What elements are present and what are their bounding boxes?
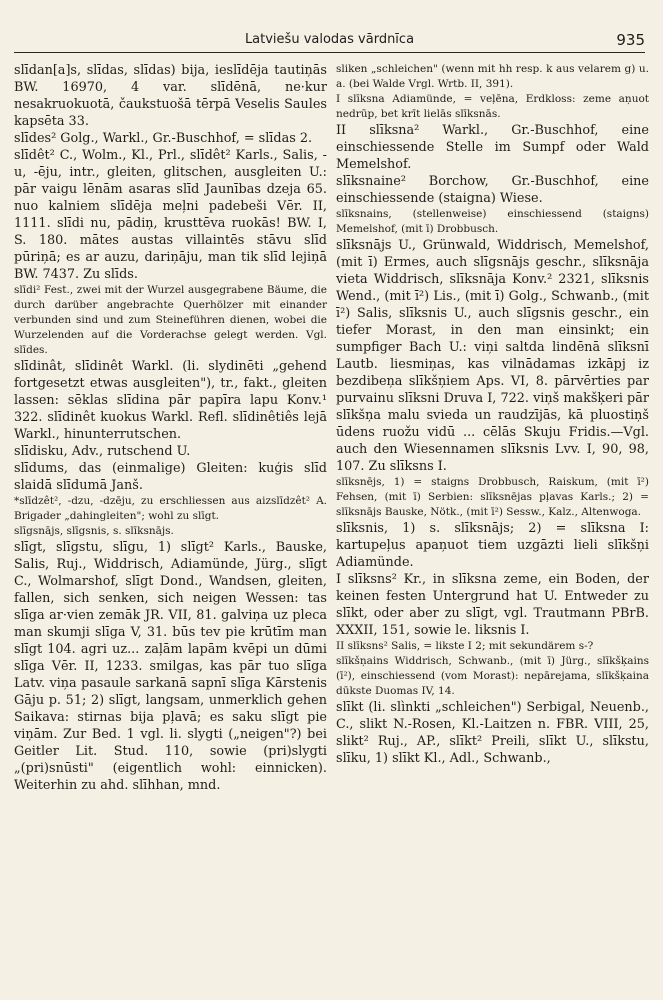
dictionary-entry: slīkt (li. slìnkti „schleichen") Serbigal, Neuenb., C., slikt N.-Rosen, Kl.-Laitzen n. FBR. VIII, 25, slikt² Ruj., AP., slīkt² Preili, slīkt U., slīkstu, slīku, 1) slīkt Kl., Adl., Schwanb., (336, 700, 649, 766)
dictionary-entry: II slīksna² Warkl., Gr.-Buschhof, eine einschiessende Stelle im Sumpf oder Wald Memelshof. (336, 123, 649, 172)
dictionary-entry: slīgt, slīgstu, slīgu, 1) slīgt² Karls., Bauske, Salis, Ruj., Widdrisch, Adiamünde, Jürg., slīgt C., Wolmarshof, slīgt Dond., Wandsen, gleiten, fallen, sich senken, sich neigen Wessen: tas slīga ar·vien zemāk JR. VII, 81. galviņa uz pleca man skumji slīga V, 31. būs tev pie krūtīm man slīgt 104. agri uz... zaļām lapām kvēpi un dūmi slīga Vēr. II, 1233. smilgas, kas pār tuo slīga Latv. viņa pasaule sarkanā sapnī slīga Kārstenis Gāju p. 51; 2) slīgt, langsam, unmerklich gehen Saikava: stirnas bija pļavā; es saku slīgt pie viņām. Zur Bed. 1 vgl. li. slygti („neigen"?) bei Geitler Lit. Stud. 110, sowie (pri)slygti „(pri)snūsti" (eigentlich wohl: einnicken). Weiterhin zu ahd. slīhhan, mnd. (14, 540, 327, 793)
dictionary-entry: slīdan[a]s, slīdas, slīdas) bija, ieslīdēja tautiņās BW. 16970, 4 var. slīdēnā, ne·kur nesakruokuotā, čaukstuošā tērpā Veselis Saules kapsēta 33. (14, 63, 327, 129)
dictionary-entry: slīdes² Golg., Warkl., Gr.-Buschhof, = slīdas 2. (14, 131, 313, 146)
running-title: Latviešu valodas vārdnīca (244, 32, 415, 47)
left-column (14, 62, 327, 982)
dictionary-entry: I slīksns² Kr., in slīksna zeme, ein Boden, der keinen festen Untergrund hat U. Entweder zu slīkt, oder aber zu slīgt, vgl. Trautmann PBrB. XXXII, 151, sowie le. liksnis I. (336, 572, 649, 638)
dictionary-entry: slīdi² Fest., zwei mit der Wurzel ausgegrabene Bäume, die durch darüber angebrachte Querhölzer mit einander verbunden sind und zum Steineführen dienen, wobei die Wurzelenden auf die Vorderachse gelegt werden. Vgl. slīdes. (14, 284, 327, 356)
right-column (336, 62, 649, 982)
dictionary-entry: slīdisku, Adv., rutschend U. (14, 444, 191, 459)
dictionary-entry: slīdums, das (einmalige) Gleiten: kuģis slīd slaidā slīdumā Janš. (14, 461, 327, 493)
dictionary-entry: II slīksns² Salis, = likste I 2; mit sekundärem s-? (336, 640, 594, 652)
dictionary-entry: slīdinât, slīdinêt Warkl. (li. slydinēti „gehend fortgesetzt etwas ausgleiten"), tr., fakt., gleiten lassen: sēklas slīdina pār papīra lapu Konv.¹ 322. slīdinêt kuokus Warkl. Refl. slīdinêtiês lejā Warkl., hinunterrutschen. (14, 359, 327, 442)
dictionary-entry: slīkšņains Widdrisch, Schwanb., (mit ī) Jürg., slīkšķains (ī²), einschiessend (vom Morast): nepārejama, slīkšķaina dūkste Duomas IV, 14. (336, 655, 649, 697)
dictionary-entry: sliken „schleichen" (wenn mit hh resp. k aus velarem g) u. a. (bei Walde Vrgl. Wrtb. II, 391). (336, 63, 649, 90)
dictionary-entry: slīksnis, 1) s. slīksnājs; 2) = slīksna I: kartupeļus apaņuot tiem uzgāzti lieli slīkšņi Adiamünde. (336, 521, 649, 570)
dictionary-entry: slīksnaine² Borchow, Gr.-Buschhof, eine einschiessende (staigna) Wiese. (336, 174, 649, 206)
dictionary-entry: slīgsnājs, slīgsnis, s. slīksnājs. (14, 525, 174, 537)
dictionary-entry: slīdêt² C., Wolm., Kl., Prl., slīdêt² Karls., Salis, -u, -ēju, intr., gleiten, glitschen, ausgleiten U.: pār vaigu lēnām asaras slīd Jaunības dzeja 65. nuo kalniem slīdēja meļni padebeši Vēr. II, 1111. slīdi nu, pādiņ, krusttēva ruokās! BW. I, S. 180. mātes austas villaintēs stāvu slīd pūriņā; es ar auzu, dariņāju, man tik slīd lejiņā BW. 7437. Zu slīds. (14, 148, 327, 282)
dictionary-entry: slīksnains, (stellenweise) einschiessend (staigns) Memelshof, (mit ī) Drobbusch. (336, 208, 649, 235)
page-header (14, 30, 645, 53)
dictionary-entry: slīksnējs, 1) = staigns Drobbusch, Raiskum, (mit ī²) Fehsen, (mit ī) Serbien: slīksnējas pļavas Karls.; 2) = slīksnājs Bauske, Nötk., (mit ī²) Sessw., Kalz., Altenwoga. (336, 476, 649, 518)
dictionary-entry: I slīksna Adiamünde, = veļēna, Erdkloss: zeme aņuot nedrūp, bet krīt lielās slīksnās. (336, 93, 649, 120)
dictionary-entry: slīksnājs U., Grünwald, Widdrisch, Memelshof, (mit ī) Ermes, auch slīgsnājs geschr., slīksnāja vieta Widdrisch, slīksnāja Konv.² 2321, slīksnis Wend., (mit ī²) Lis., (mit ī) Golg., Schwanb., (mit ī²) Salis, slīksnis U., auch slīgsnis geschr., ein tiefer Morast, in den man einsinkt; ein sumpfiger Bach U.: viņi saltda lindēnā slīksnī Lautb. liesmiņas, kas vilnādamas izkāpj iz bezdibeņa slīkšņiem Aps. VI, 8. pārvērties par purvainu slīksni Druva I, 722. viņš makšķeri pār slīkšņa malu svieda un raudzījās, kā pluostiņš ūdens ruožu vidū ... cēlās Skuju Fridis.—Vgl. auch den Wiesennamen slīksnis Lvv. I, 90, 98, 107. Zu slīksns I. (336, 238, 649, 474)
dictionary-entry: *slīdzêt², -dzu, -dzēju, zu erschliessen aus aizslīdzêt² A. Brigader „dahingleiten"; wohl zu slīgt. (14, 495, 327, 522)
page-number: 935 (616, 31, 645, 49)
